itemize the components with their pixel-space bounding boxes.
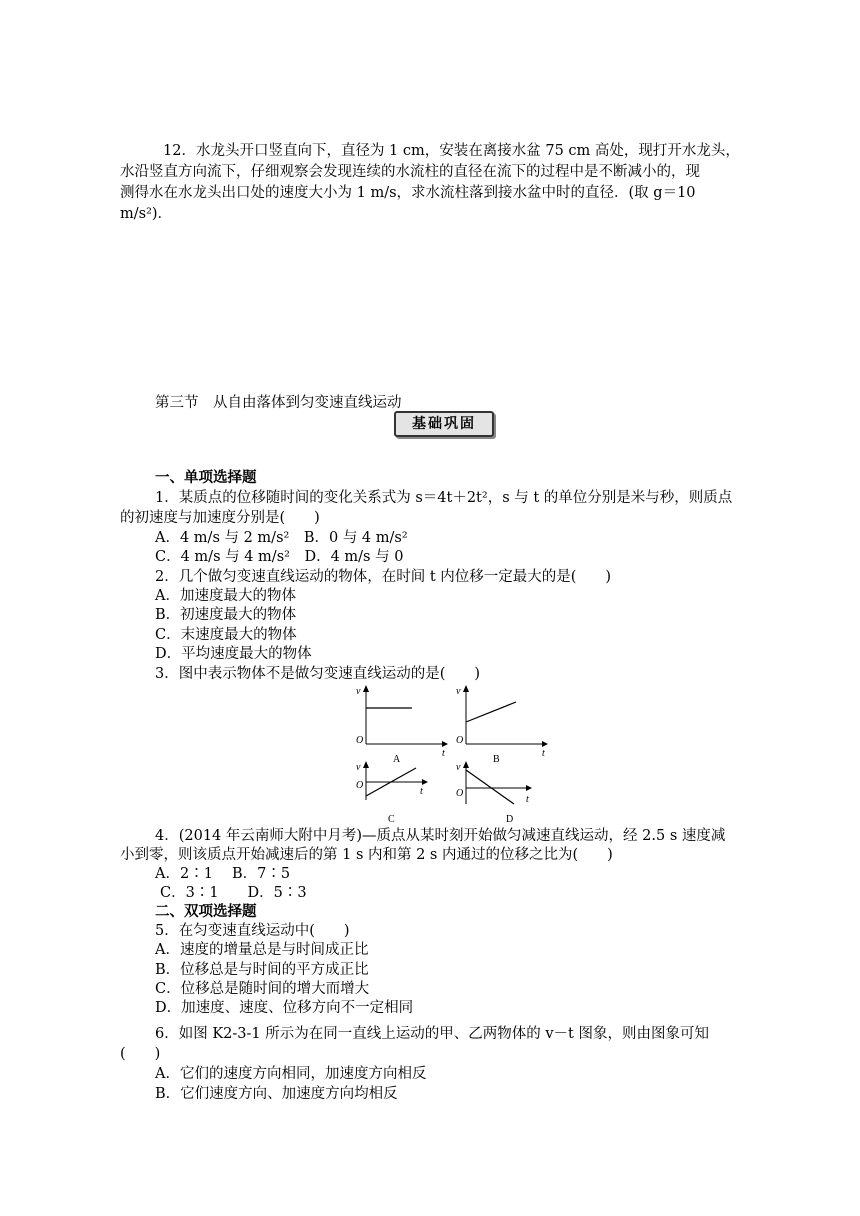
section-title: 第三节 从自由落体到匀变速直线运动	[155, 395, 402, 411]
section-banner: 基础巩固	[394, 411, 494, 437]
q3-stem: 3．图中表示物体不是做匀变速直线运动的是( )	[155, 666, 481, 682]
q1-stem-line-2: 的初速度与加速度分别是( )	[120, 510, 320, 526]
q3-graph-c-axis-v: v	[356, 762, 361, 773]
q2-option-c: C．末速度最大的物体	[155, 627, 297, 643]
q6-option-a: A．它们的速度方向相同，加速度方向相反	[155, 1066, 427, 1082]
q3-graph-b-label: B	[493, 754, 500, 764]
q5-stem: 5．在匀变速直线运动中( )	[155, 923, 350, 939]
q4-options-ab: A．2∶1 B．7∶5	[155, 866, 291, 882]
q5-option-b: B．位移总是与时间的平方成正比	[155, 962, 369, 978]
q3-graph-c-origin: O	[356, 780, 364, 791]
q2-option-d: D．平均速度最大的物体	[155, 646, 312, 662]
q2-option-a: A．加速度最大的物体	[155, 588, 296, 604]
q6-stem-line-1: 6．如图 K2-3-1 所示为在同一直线上运动的甲、乙两物体的 v－t 图象，则由图象可知	[155, 1026, 709, 1042]
q5-option-a: A．速度的增量总是与时间成正比	[155, 942, 369, 958]
q3-graph-d-axis-t: t	[526, 794, 529, 805]
q2-option-b: B．初速度最大的物体	[155, 607, 297, 623]
q3-graph-b-axis-t: t	[542, 748, 545, 759]
part1-heading: 一、单项选择题	[155, 470, 257, 486]
q4-stem-line-1: 4．(2014 年云南师大附中月考)—质点从某时刻开始做匀减速直线运动，经 2.5 s 速度减	[155, 828, 726, 844]
q6-stem-line-2: ( )	[120, 1046, 161, 1062]
q3-graph-a-label: A	[393, 754, 401, 764]
part2-heading: 二、双项选择题	[155, 904, 257, 920]
q3-graph-b	[450, 682, 550, 764]
q3-graph-d-axis-v: v	[456, 762, 461, 773]
q3-graph-b-axis-v: v	[456, 686, 461, 697]
q3-graph-d-label: D	[506, 814, 514, 825]
q3-graph-a-axis-v: v	[356, 686, 361, 697]
q3-graph-b-origin: O	[456, 735, 464, 746]
q6-option-b: B．它们速度方向、加速度方向均相反	[155, 1086, 398, 1102]
q5-option-c: C．位移总是随时间的增大而增大	[155, 981, 370, 997]
q4-options-cd: C．3∶1 D．5∶3	[160, 885, 307, 901]
q3-graph-d-line	[466, 770, 514, 804]
q3-graph-a-axis-t: t	[442, 748, 445, 759]
q1-stem-line-1: 1．某质点的位移随时间的变化关系式为 s＝4t＋2t²，s 与 t 的单位分别是米与秒，则质点	[155, 490, 733, 506]
q12-line-2: 水沿竖直方向流下，仔细观察会发现连续的水流柱的直径在流下的过程中是不断减小的，现	[120, 164, 700, 180]
q3-graph-d-origin: O	[456, 788, 464, 799]
q3-graph-b-line	[466, 702, 516, 722]
q3-graph-d	[450, 760, 550, 832]
q3-graph-c	[350, 760, 450, 832]
q5-option-d: D．加速度、速度、位移方向不一定相同	[155, 1000, 414, 1016]
q4-stem-line-2: 小到零，则该质点开始减速后的第 1 s 内和第 2 s 内通过的位移之比为( )	[120, 847, 613, 863]
q3-graph-c-axis-t: t	[420, 786, 423, 797]
q3-graph-c-label: C	[388, 814, 395, 825]
q2-stem: 2．几个做匀变速直线运动的物体，在时间 t 内位移一定最大的是( )	[155, 569, 612, 585]
q3-graph-a-origin: O	[356, 735, 364, 746]
q1-options-cd: C．4 m/s 与 4 m/s² D．4 m/s 与 0	[155, 549, 404, 565]
q1-options-ab: A．4 m/s 与 2 m/s² B．0 与 4 m/s²	[155, 530, 408, 546]
q3-graph-a	[350, 682, 450, 764]
q12-line-1: 12．水龙头开口竖直向下，直径为 1 cm，安装在离接水盆 75 cm 高处，现打开水龙头，	[163, 143, 740, 159]
q12-line-4: m/s²)．	[120, 206, 173, 222]
q12-line-3: 测得水在水龙头出口处的速度大小为 1 m/s，求水流柱落到接水盆中时的直径．(取 g＝10	[120, 185, 696, 201]
